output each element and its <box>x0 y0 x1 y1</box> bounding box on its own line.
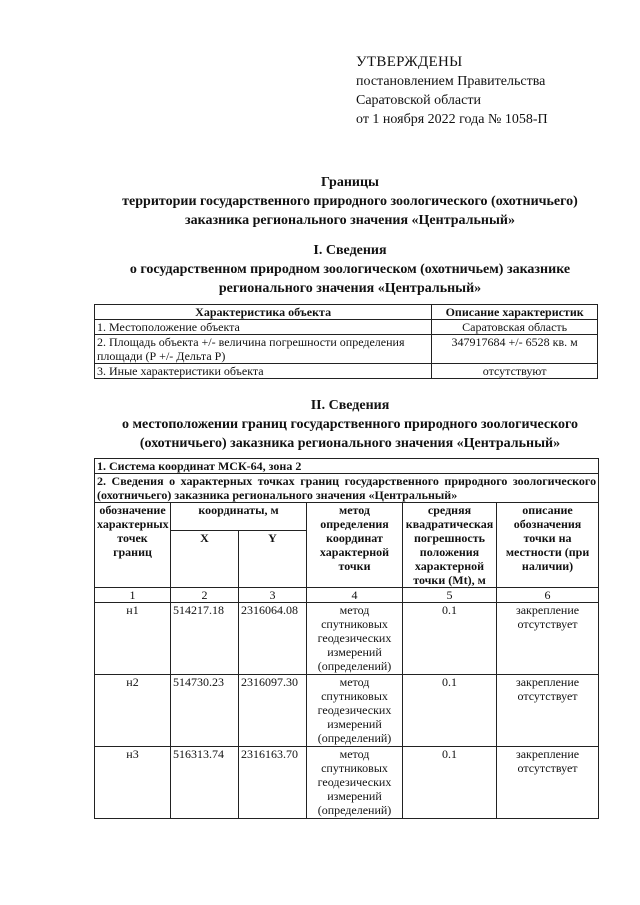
coord-y: 2316163.70 <box>239 747 307 819</box>
table-row <box>95 320 598 335</box>
header-description: описание обозначения точки на местности (при наличии) <box>497 503 599 588</box>
column-number: 1 <box>95 588 171 603</box>
title-line-3: заказника регионального значения «Центральный» <box>185 213 515 228</box>
header-designation: обозначение характерных точек границ <box>95 503 171 588</box>
table-row <box>95 335 598 364</box>
section-1-heading <box>60 241 640 298</box>
points-info: 2. Сведения о характерных точках границ государственного природного зоологического (охотничьего) заказника регионального значения «Центральный» <box>95 474 599 503</box>
coord-x: 516313.74 <box>171 747 239 819</box>
column-number: 2 <box>171 588 239 603</box>
approval-line-2: Саратовской области <box>356 93 481 108</box>
header-characteristic: Характеристика объекта <box>95 305 432 320</box>
column-number: 6 <box>497 588 599 603</box>
approval-line-1: постановлением Правительства <box>356 74 546 89</box>
section-2-heading <box>60 396 640 453</box>
table-row <box>95 364 598 379</box>
point-description: закрепление отсутствует <box>497 603 599 675</box>
header-y: Y <box>239 531 307 588</box>
coord-y: 2316064.08 <box>239 603 307 675</box>
table-row <box>95 747 599 819</box>
point-error: 0.1 <box>403 675 497 747</box>
characteristic-name: 2. Площадь объекта +/- величина погрешности определения площади (Р +/- Дельта Р) <box>95 335 432 364</box>
point-error: 0.1 <box>403 747 497 819</box>
section-2-line-3: (охотничьего) заказника регионального значения «Центральный» <box>139 436 561 451</box>
header-x: X <box>171 531 239 588</box>
header-method: метод определения координат характерной точки <box>307 503 403 588</box>
characteristic-value: Саратовская область <box>432 320 598 335</box>
table-row <box>95 675 599 747</box>
table-row <box>95 603 599 675</box>
point-designation: н3 <box>95 747 171 819</box>
section-1-line-2: о государственном природном зоологическом (охотничьем) заказнике <box>129 262 571 277</box>
table-header-row <box>95 503 599 531</box>
approval-block <box>356 53 548 129</box>
coord-x: 514730.23 <box>171 675 239 747</box>
point-designation: н1 <box>95 603 171 675</box>
coordinate-system: 1. Система координат МСК-64, зона 2 <box>95 459 599 474</box>
point-designation: н2 <box>95 675 171 747</box>
column-numbers-row <box>95 588 599 603</box>
point-method: метод спутниковых геодезических измерений (определений) <box>307 675 403 747</box>
column-number: 4 <box>307 588 403 603</box>
title-line-1: Границы <box>321 175 379 190</box>
column-number: 5 <box>403 588 497 603</box>
characteristic-name: 1. Местоположение объекта <box>95 320 432 335</box>
characteristic-value: 347917684 +/- 6528 кв. м <box>432 335 598 364</box>
boundary-points-table <box>94 458 599 819</box>
approval-line-3: от 1 ноября 2022 года № 1058-П <box>356 112 548 127</box>
header-error: средняя квадратическая погрешность положения характерной точки (Mt), м <box>403 503 497 588</box>
coord-x: 514217.18 <box>171 603 239 675</box>
point-method: метод спутниковых геодезических измерений (определений) <box>307 603 403 675</box>
header-coordinates: координаты, м <box>171 503 307 531</box>
section-1-line-3: регионального значения «Центральный» <box>218 281 482 296</box>
section-2-line-1: II. Сведения <box>310 398 390 413</box>
table-header-row <box>95 305 598 320</box>
point-description: закрепление отсутствует <box>497 675 599 747</box>
document-title <box>60 173 640 230</box>
section-2-line-2: о местоположении границ государственного природного зоологического <box>122 417 578 432</box>
point-error: 0.1 <box>403 603 497 675</box>
approval-heading: УТВЕРЖДЕНЫ <box>356 54 463 70</box>
section-1-line-1: I. Сведения <box>313 243 387 258</box>
characteristic-name: 3. Иные характеристики объекта <box>95 364 432 379</box>
coordinate-system-row <box>95 459 599 474</box>
points-info-row <box>95 474 599 503</box>
point-description: закрепление отсутствует <box>497 747 599 819</box>
column-number: 3 <box>239 588 307 603</box>
point-method: метод спутниковых геодезических измерений (определений) <box>307 747 403 819</box>
coord-y: 2316097.30 <box>239 675 307 747</box>
object-characteristics-table <box>94 304 598 379</box>
title-line-2: территории государственного природного зоологического (охотничьего) <box>122 194 578 209</box>
characteristic-value: отсутствуют <box>432 364 598 379</box>
header-description: Описание характеристик <box>432 305 598 320</box>
